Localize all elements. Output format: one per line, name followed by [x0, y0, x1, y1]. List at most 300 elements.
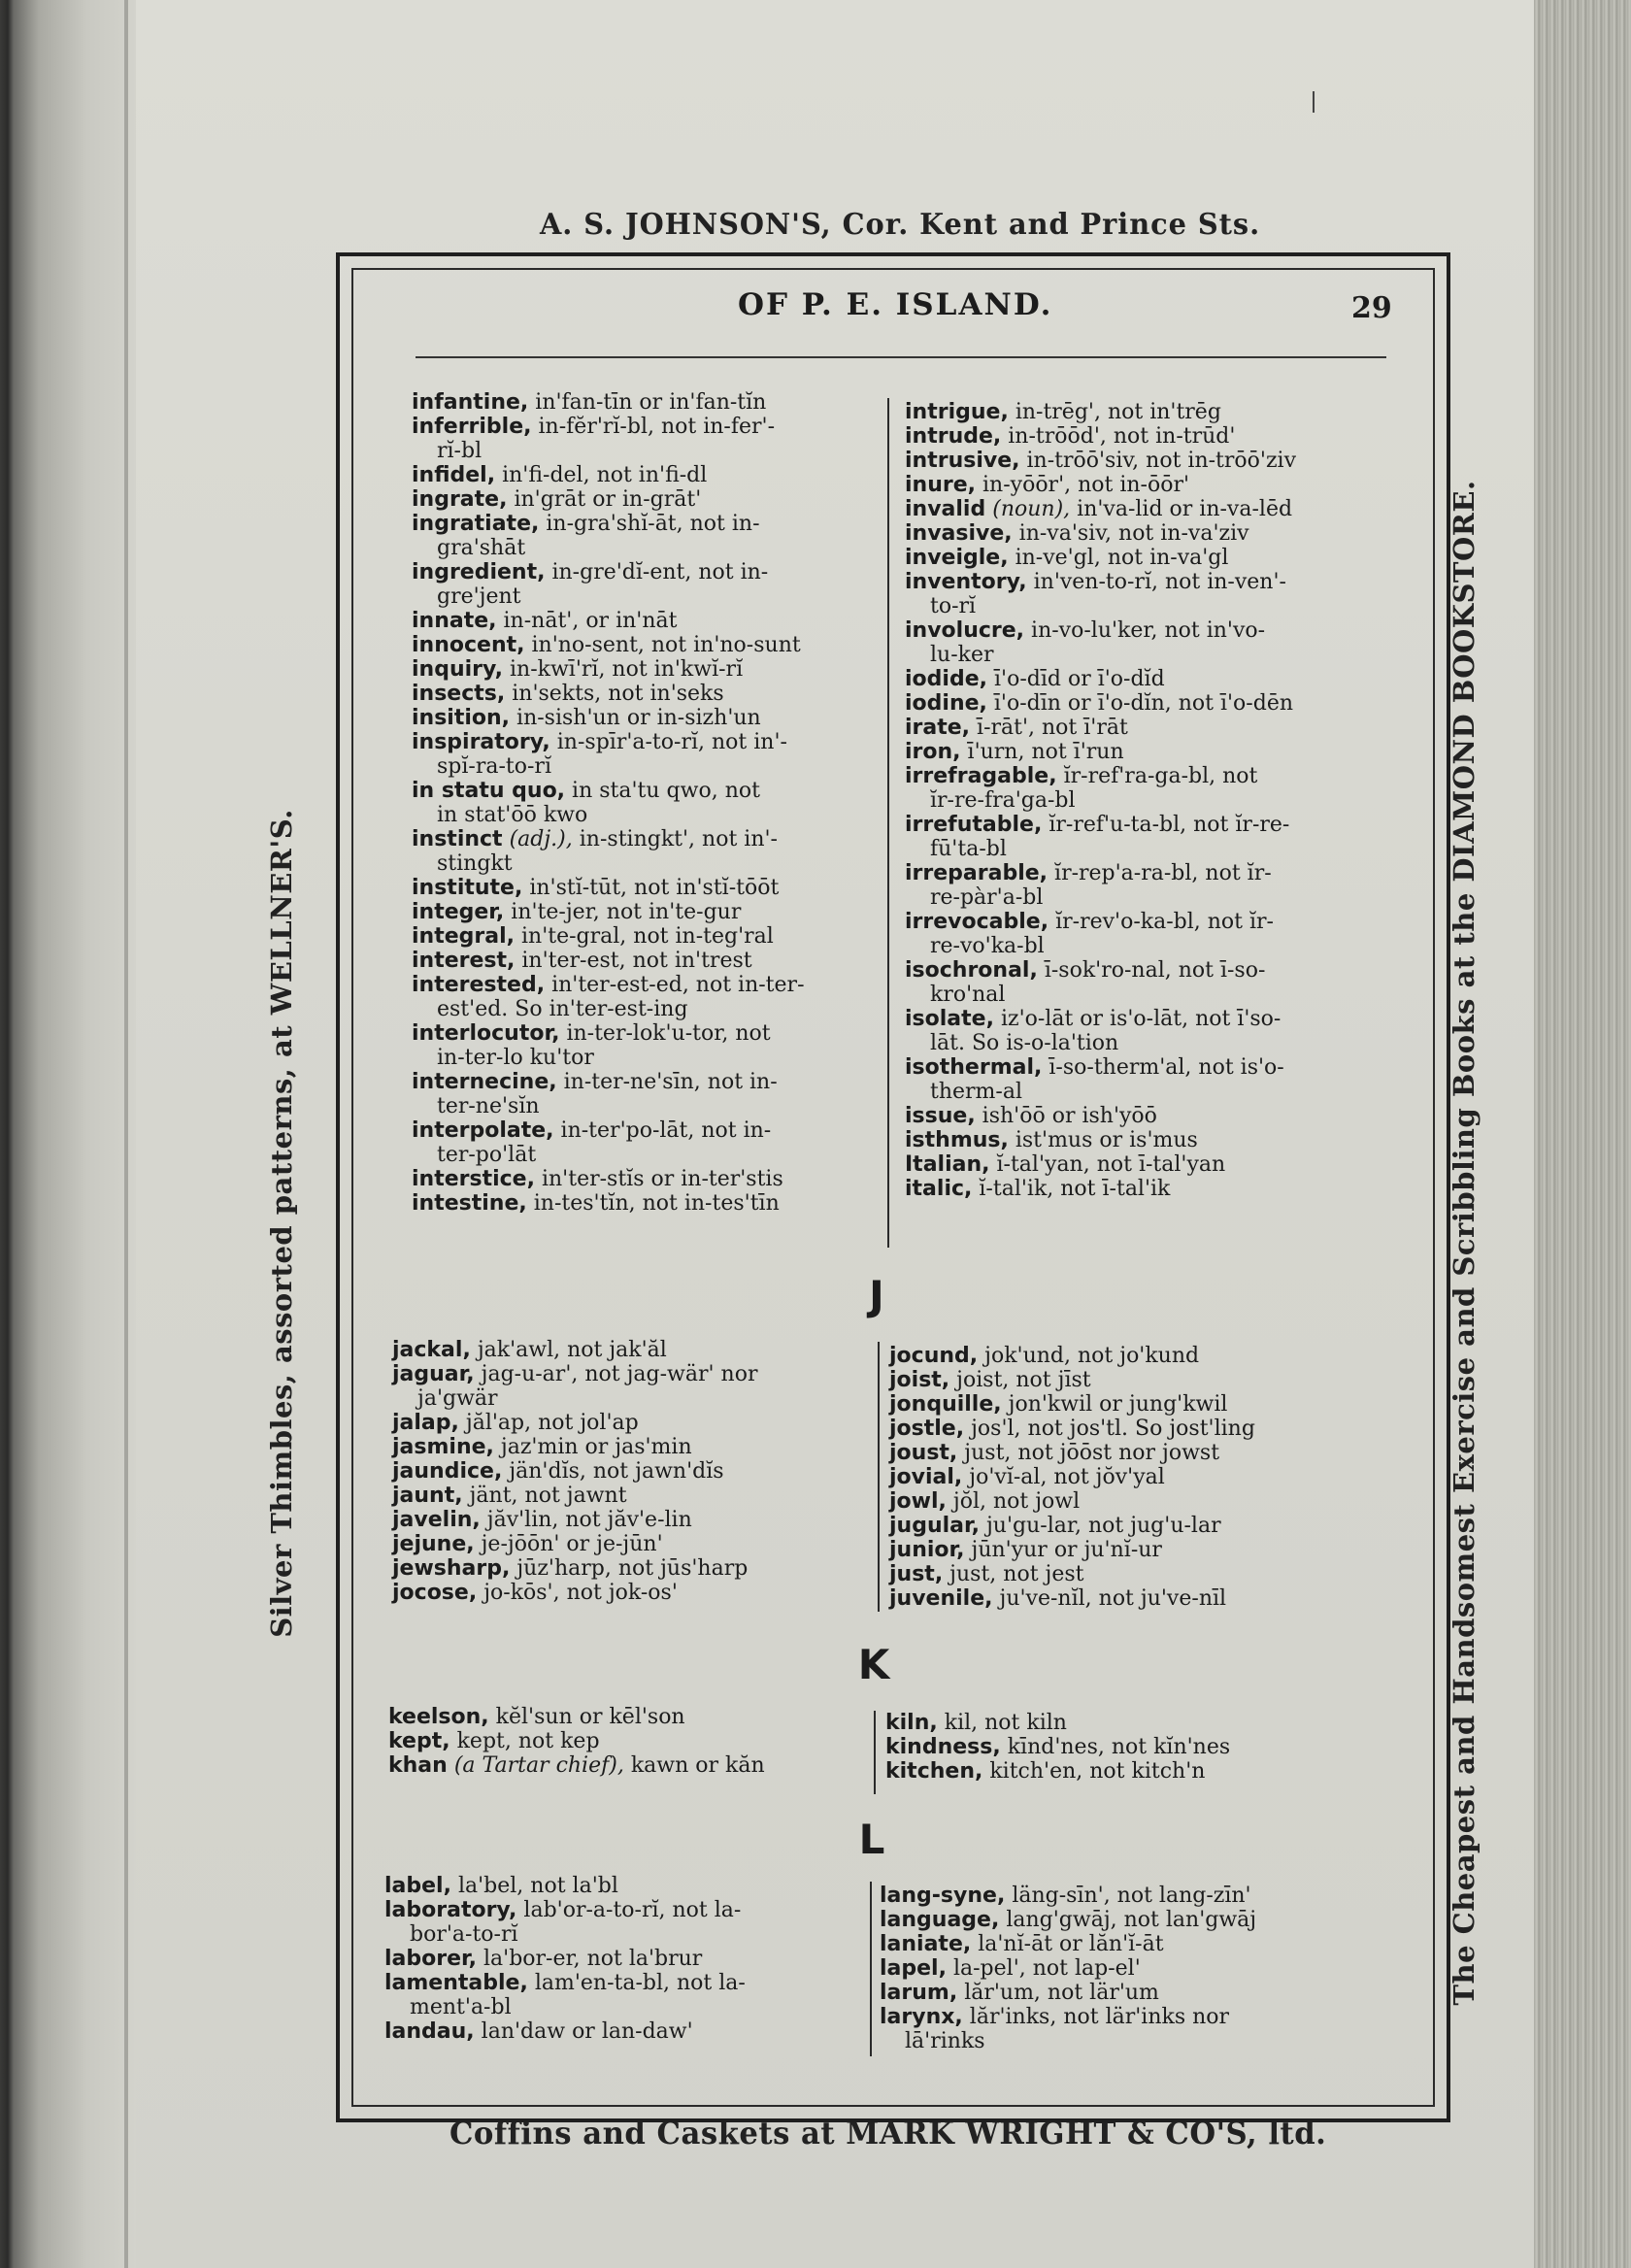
entry-pronunciation: ī'urn, not ī'run — [967, 740, 1124, 764]
entry-pronunciation: la'bor-er, not la'brur — [483, 1947, 703, 1971]
dictionary-entry — [905, 473, 1381, 497]
entry-pronunciation: in'grāt or in-grāt' — [514, 487, 702, 512]
entry-pronunciation: ish'ōō or ish'yōō — [982, 1104, 1157, 1128]
entry-headword: institute, — [412, 876, 523, 900]
entry-headword: javelin, — [392, 1508, 481, 1532]
entry-pronunciation: ī'o-dīn or ī'o-dĭn, not ī'o-dēn — [993, 691, 1294, 716]
entry-pronunciation: in-trōōd', not in-trūd' — [1008, 424, 1236, 449]
entry-headword: italic, — [905, 1177, 973, 1201]
dictionary-entry — [412, 682, 887, 706]
dictionary-entry — [392, 1435, 878, 1459]
entry-continuation: in-ter-lo ku'tor — [437, 1046, 594, 1070]
entry-headword: irrefutable, — [905, 813, 1043, 837]
dictionary-entry — [392, 1459, 878, 1484]
entry-gloss: (noun), — [992, 497, 1071, 521]
entry-pronunciation: jŏl, not jowl — [952, 1489, 1081, 1514]
entry-headword: lamentable, — [384, 1971, 528, 1995]
entry-headword: jovial, — [889, 1465, 963, 1489]
entry-headword: jostle, — [889, 1417, 965, 1441]
entry-headword: internecine, — [412, 1070, 557, 1094]
entry-pronunciation: jos'l, not jos'tl. So jost'ling — [971, 1417, 1255, 1441]
dictionary-entry — [392, 1411, 878, 1435]
entry-pronunciation: lan'daw or lan-daw' — [481, 2019, 693, 2044]
entry-headword: laniate, — [880, 1932, 972, 1956]
entry-continuation: lu-ker — [930, 643, 994, 667]
dictionary-entry — [889, 1344, 1365, 1368]
entry-pronunciation: jăl'ap, not jol'ap — [465, 1411, 639, 1435]
section-i-left-column — [412, 390, 887, 1216]
dictionary-entry — [412, 1021, 887, 1070]
dictionary-entry — [889, 1465, 1365, 1489]
entry-pronunciation: in-nāt', or in'nāt — [503, 609, 678, 633]
entry-pronunciation: jok'und, not jo'kund — [984, 1344, 1200, 1368]
entry-headword: irrevocable, — [905, 910, 1049, 934]
entry-headword: laborer, — [384, 1947, 477, 1971]
entry-pronunciation: in-fĕr'rĭ-bl, not in-fer'- — [538, 415, 776, 439]
entry-pronunciation: jūn'yur or ju'nĭ-ur — [971, 1538, 1162, 1562]
entry-headword: jasmine, — [392, 1435, 494, 1459]
entry-headword: integer, — [412, 900, 505, 924]
dictionary-entry — [880, 2005, 1365, 2053]
entry-continuation: kro'nal — [930, 983, 1006, 1007]
dictionary-entry — [412, 609, 887, 633]
entry-headword: interstice, — [412, 1167, 535, 1191]
entry-continuation: re-pàr'a-bl — [930, 885, 1044, 910]
dictionary-entry — [905, 740, 1381, 764]
left-side-advertisement: Silver Thimbles, assorted patterns, at WELLNER'S. — [265, 809, 298, 1638]
entry-continuation: ter-ne'sĭn — [437, 1094, 540, 1118]
entry-pronunciation: lang'gwāj, not lan'gwāj — [1006, 1908, 1257, 1932]
entry-headword: jejune, — [392, 1532, 475, 1556]
dictionary-entry — [388, 1729, 874, 1753]
entry-headword: jaundice, — [392, 1459, 503, 1484]
dictionary-entry — [384, 1971, 870, 2019]
entry-headword: larum, — [880, 1981, 958, 2005]
entry-pronunciation: ĭ-tal'ik, not ī-tal'ik — [979, 1177, 1171, 1201]
entry-pronunciation: ī-so-therm'al, not is'o- — [1048, 1055, 1284, 1080]
entry-gloss: (adj.), — [509, 827, 573, 851]
entry-pronunciation: in-gra'shĭ-āt, not in- — [546, 512, 760, 536]
entry-pronunciation: la'bel, not la'bl — [457, 1874, 618, 1898]
entry-pronunciation: in'fan-tīn or in'fan-tĭn — [535, 390, 767, 415]
dictionary-entry — [905, 861, 1381, 910]
entry-pronunciation: kĕl'sun or kēl'son — [495, 1705, 685, 1729]
dictionary-entry — [905, 910, 1381, 958]
entry-headword: jaguar, — [392, 1362, 475, 1386]
gutter-line — [124, 0, 128, 2268]
dictionary-entry — [412, 827, 887, 876]
entry-pronunciation: ju've-nĭl, not ju've-nīl — [999, 1586, 1227, 1611]
entry-headword: isthmus, — [905, 1128, 1009, 1152]
dictionary-entry — [384, 2019, 870, 2044]
entry-headword: isolate, — [905, 1007, 994, 1031]
entry-pronunciation: in-sish'un or in-sizh'un — [516, 706, 761, 730]
entry-pronunciation: la'nĭ-āt or lăn'ĭ-āt — [978, 1932, 1164, 1956]
dictionary-entry — [889, 1562, 1365, 1586]
entry-pronunciation: je-jōōn' or je-jūn' — [481, 1532, 663, 1556]
entry-headword: intrigue, — [905, 400, 1009, 424]
entry-pronunciation: in'ter-stĭs or in-ter'stis — [541, 1167, 783, 1191]
entry-headword: lang-syne, — [880, 1884, 1006, 1908]
dictionary-entry — [905, 691, 1381, 716]
dictionary-entry — [392, 1532, 878, 1556]
dictionary-entry — [880, 1884, 1365, 1908]
dictionary-entry — [412, 415, 887, 463]
dictionary-entry — [905, 716, 1381, 740]
entry-pronunciation: joist, not jīst — [956, 1368, 1091, 1392]
dictionary-entry — [905, 958, 1381, 1007]
dictionary-entry — [905, 1055, 1381, 1104]
entry-pronunciation: ĭr-rev'o-ka-bl, not ĭr- — [1055, 910, 1274, 934]
entry-gloss: (a Tartar chief), — [453, 1753, 624, 1778]
section-k-left-column — [388, 1705, 874, 1778]
entry-headword: isothermal, — [905, 1055, 1043, 1080]
entry-pronunciation: in-ve'gl, not in-va'gl — [1015, 546, 1229, 570]
entry-pronunciation: in'stĭ-tūt, not in'stĭ-tōōt — [529, 876, 780, 900]
entry-headword: kept, — [388, 1729, 450, 1753]
section-k-right-column — [885, 1711, 1361, 1784]
entry-headword: just, — [889, 1562, 944, 1586]
entry-pronunciation: in'te-jer, not in'te-gur — [511, 900, 742, 924]
entry-pronunciation: in-ter'po-lāt, not in- — [560, 1118, 772, 1143]
dictionary-entry — [412, 949, 887, 973]
entry-headword: intestine, — [412, 1191, 527, 1216]
dictionary-entry — [412, 1191, 887, 1216]
entry-pronunciation: jaz'min or jas'min — [500, 1435, 692, 1459]
page-edges — [1534, 0, 1631, 2268]
entry-headword: inquiry, — [412, 657, 503, 682]
entry-headword: involucre, — [905, 618, 1025, 643]
entry-pronunciation: ĭr-rep'a-ra-bl, not ĭr- — [1054, 861, 1272, 885]
letter-heading-k: K — [857, 1641, 890, 1688]
entry-headword: interested, — [412, 973, 546, 997]
dictionary-entry — [412, 924, 887, 949]
entry-pronunciation: jag-u-ar', not jag-wär' nor — [481, 1362, 758, 1386]
entry-pronunciation: ī'o-dīd or ī'o-dĭd — [993, 667, 1165, 691]
dictionary-entry — [905, 1007, 1381, 1055]
entry-pronunciation: jon'kwil or jung'kwil — [1008, 1392, 1228, 1417]
dictionary-entry — [412, 706, 887, 730]
book-spine — [0, 0, 136, 2268]
dictionary-entry — [412, 512, 887, 560]
entry-pronunciation: in-vo-lu'ker, not in'vo- — [1031, 618, 1266, 643]
dictionary-entry — [889, 1368, 1365, 1392]
entry-pronunciation: in-kwī'rĭ, not in'kwĭ-rĭ — [510, 657, 744, 682]
entry-pronunciation: lab'or-a-to-rĭ, not la- — [523, 1898, 742, 1922]
dictionary-entry — [384, 1898, 870, 1947]
entry-continuation: stingkt — [437, 851, 513, 876]
entry-headword: iodide, — [905, 667, 987, 691]
entry-headword: interpolate, — [412, 1118, 554, 1143]
entry-continuation: ĭr-re-fra'ga-bl — [930, 788, 1076, 813]
entry-pronunciation: in sta'tu qwo, not — [572, 779, 760, 803]
entry-pronunciation: jänt, not jawnt — [469, 1484, 627, 1508]
entry-pronunciation: jăv'lin, not jăv'e-lin — [486, 1508, 692, 1532]
entry-headword: inveigle, — [905, 546, 1009, 570]
dictionary-entry — [412, 560, 887, 609]
dictionary-entry — [905, 570, 1381, 618]
dictionary-entry — [392, 1362, 878, 1411]
entry-pronunciation: lam'en-ta-bl, not la- — [534, 1971, 746, 1995]
entry-headword: innate, — [412, 609, 497, 633]
entry-headword: landau, — [384, 2019, 475, 2044]
entry-pronunciation: ist'mus or is'mus — [1015, 1128, 1198, 1152]
dictionary-entry — [388, 1705, 874, 1729]
dictionary-entry — [392, 1484, 878, 1508]
entry-headword: kitchen, — [885, 1759, 983, 1784]
dictionary-entry — [905, 1177, 1381, 1201]
dictionary-entry — [392, 1556, 878, 1581]
entry-pronunciation: in-trēg', not in'trēg — [1015, 400, 1221, 424]
entry-continuation: fū'ta-bl — [930, 837, 1007, 861]
dictionary-entry — [412, 900, 887, 924]
entry-pronunciation: in-stingkt', not in'- — [579, 827, 778, 851]
dictionary-entry — [905, 546, 1381, 570]
dictionary-entry — [885, 1735, 1361, 1759]
entry-headword: invalid — [905, 497, 986, 521]
entry-pronunciation: ĭr-ref'u-ta-bl, not ĭr-re- — [1048, 813, 1290, 837]
entry-headword: inferrible, — [412, 415, 532, 439]
entry-pronunciation: in'ter-est, not in'trest — [521, 949, 752, 973]
entry-headword: jewsharp, — [392, 1556, 511, 1581]
dictionary-entry — [412, 1070, 887, 1118]
entry-headword: inure, — [905, 473, 976, 497]
dictionary-entry — [905, 1128, 1381, 1152]
entry-headword: jocose, — [392, 1581, 478, 1605]
dictionary-entry — [905, 521, 1381, 546]
section-l-column-divider — [870, 1882, 872, 2056]
dictionary-entry — [412, 463, 887, 487]
dictionary-entry — [905, 449, 1381, 473]
entry-headword: jugular, — [889, 1514, 980, 1538]
entry-pronunciation: just, not jest — [949, 1562, 1084, 1586]
dictionary-entry — [412, 730, 887, 779]
dictionary-entry — [392, 1338, 878, 1362]
running-head: OF P. E. ISLAND. — [738, 287, 1053, 322]
dictionary-entry — [412, 779, 887, 827]
entry-headword: jaunt, — [392, 1484, 463, 1508]
bottom-advertisement: Coffins and Caskets at MARK WRIGHT & CO'S, ltd. — [449, 2115, 1327, 2151]
dictionary-entry — [905, 667, 1381, 691]
dictionary-entry — [412, 390, 887, 415]
entry-headword: language, — [880, 1908, 1000, 1932]
entry-headword: Italian, — [905, 1152, 990, 1177]
dictionary-entry — [412, 1167, 887, 1191]
entry-headword: ingratiate, — [412, 512, 540, 536]
entry-headword: junior, — [889, 1538, 965, 1562]
entry-continuation: ter-po'lāt — [437, 1143, 537, 1167]
entry-headword: khan — [388, 1753, 448, 1778]
entry-continuation: ment'a-bl — [410, 1995, 512, 2019]
entry-headword: issue, — [905, 1104, 976, 1128]
entry-continuation: bor'a-to-rĭ — [410, 1922, 518, 1947]
entry-headword: infantine, — [412, 390, 529, 415]
entry-continuation: ja'gwär — [417, 1386, 498, 1411]
entry-headword: label, — [384, 1874, 451, 1898]
entry-headword: irrefragable, — [905, 764, 1057, 788]
entry-headword: jocund, — [889, 1344, 979, 1368]
entry-pronunciation: jak'awl, not jak'ăl — [477, 1338, 667, 1362]
entry-headword: keelson, — [388, 1705, 489, 1729]
entry-headword: ingrate, — [412, 487, 508, 512]
dictionary-entry — [905, 1152, 1381, 1177]
entry-pronunciation: in'te-gral, not in-teg'ral — [520, 924, 774, 949]
entry-continuation: to-rĭ — [930, 594, 977, 618]
entry-headword: in statu quo, — [412, 779, 566, 803]
entry-headword: kiln, — [885, 1711, 938, 1735]
entry-pronunciation: in-ter-lok'u-tor, not — [566, 1021, 771, 1046]
dictionary-entry — [384, 1947, 870, 1971]
entry-headword: intrusive, — [905, 449, 1020, 473]
entry-pronunciation: in'ter-est-ed, not in-ter- — [551, 973, 805, 997]
entry-pronunciation: just, not jōōst nor jowst — [964, 1441, 1220, 1465]
entry-headword: inspiratory, — [412, 730, 550, 754]
entry-pronunciation: in'fi-del, not in'fi-dl — [502, 463, 708, 487]
entry-pronunciation: ī-sok'ro-nal, not ī-so- — [1044, 958, 1266, 983]
entry-pronunciation: kil, not kiln — [944, 1711, 1067, 1735]
entry-pronunciation: in'ven-to-rĭ, not in-ven'- — [1033, 570, 1286, 594]
section-l-right-column — [880, 1884, 1365, 2053]
entry-continuation: lāt. So is-o-la'tion — [930, 1031, 1119, 1055]
dictionary-entry — [412, 487, 887, 512]
dictionary-entry — [412, 1118, 887, 1167]
entry-headword: larynx, — [880, 2005, 963, 2029]
entry-pronunciation: jo-kōs', not jok-os' — [483, 1581, 678, 1605]
entry-pronunciation: kitch'en, not kitch'n — [989, 1759, 1206, 1784]
dictionary-entry — [880, 1956, 1365, 1981]
right-side-advertisement: The Cheapest and Handsomest Exercise and Scribbling Books at the DIAMOND BOOKSTORE. — [1448, 480, 1481, 2006]
entry-continuation: therm-al — [930, 1080, 1022, 1104]
entry-headword: joist, — [889, 1368, 950, 1392]
dictionary-entry — [889, 1489, 1365, 1514]
entry-pronunciation: in-gre'dĭ-ent, not in- — [551, 560, 769, 584]
dictionary-entry — [905, 497, 1381, 521]
entry-headword: interlocutor, — [412, 1021, 560, 1046]
entry-pronunciation: in'no-sent, not in'no-sunt — [531, 633, 801, 657]
letter-heading-j: J — [869, 1272, 884, 1319]
entry-headword: isochronal, — [905, 958, 1038, 983]
entry-pronunciation: iz'o-lāt or is'o-lāt, not ī'so- — [1000, 1007, 1282, 1031]
entry-continuation: in stat'ōō kwo — [437, 803, 588, 827]
entry-headword: kindness, — [885, 1735, 1001, 1759]
dictionary-entry — [880, 1932, 1365, 1956]
section-l-left-column — [384, 1874, 870, 2044]
section-j-left-column — [392, 1338, 878, 1605]
entry-pronunciation: in-ter-ne'sīn, not in- — [563, 1070, 778, 1094]
dictionary-entry — [905, 813, 1381, 861]
letter-heading-l: L — [858, 1816, 885, 1863]
entry-continuation: gre'jent — [437, 584, 521, 609]
entry-pronunciation: ĭ-tal'yan, not ī-tal'yan — [996, 1152, 1226, 1177]
dictionary-entry — [885, 1711, 1361, 1735]
dictionary-entry — [392, 1508, 878, 1532]
entry-headword: integral, — [412, 924, 515, 949]
dictionary-entry — [388, 1753, 874, 1778]
page-number: 29 — [1351, 291, 1392, 325]
entry-pronunciation: lăr'um, not lär'um — [964, 1981, 1159, 2005]
section-j-right-column — [889, 1344, 1365, 1611]
entry-continuation: est'ed. So in'ter-est-ing — [437, 997, 688, 1021]
dictionary-entry — [885, 1759, 1361, 1784]
entry-continuation: spĭ-ra-to-rĭ — [437, 754, 551, 779]
dictionary-entry — [905, 764, 1381, 813]
entry-headword: insects, — [412, 682, 506, 706]
entry-pronunciation: ju'gu-lar, not jug'u-lar — [985, 1514, 1221, 1538]
entry-pronunciation: in-trōō'siv, not in-trōō'ziv — [1026, 449, 1297, 473]
top-advertisement: A. S. JOHNSON'S, Cor. Kent and Prince Sts. — [540, 208, 1261, 242]
entry-headword: invasive, — [905, 521, 1013, 546]
entry-pronunciation: in'sekts, not in'seks — [512, 682, 724, 706]
entry-headword: jowl, — [889, 1489, 947, 1514]
dictionary-entry — [880, 1981, 1365, 2005]
entry-pronunciation: kīnd'nes, not kĭn'nes — [1007, 1735, 1231, 1759]
entry-pronunciation: la-pel', not lap-el' — [952, 1956, 1141, 1981]
dictionary-entry — [889, 1417, 1365, 1441]
dictionary-entry — [392, 1581, 878, 1605]
section-i-column-divider — [887, 398, 889, 1248]
entry-headword: ingredient, — [412, 560, 546, 584]
dictionary-entry — [889, 1586, 1365, 1611]
entry-headword: intrude, — [905, 424, 1002, 449]
entry-headword: iron, — [905, 740, 961, 764]
entry-pronunciation: in-yōōr', not in-ōōr' — [982, 473, 1190, 497]
entry-headword: iodine, — [905, 691, 987, 716]
entry-headword: insition, — [412, 706, 511, 730]
entry-pronunciation: jän'dĭs, not jawn'dĭs — [509, 1459, 724, 1484]
page-mark — [1313, 91, 1315, 113]
entry-headword: instinct — [412, 827, 503, 851]
dictionary-entry — [905, 424, 1381, 449]
dictionary-entry — [889, 1392, 1365, 1417]
dictionary-entry — [905, 1104, 1381, 1128]
dictionary-entry — [412, 657, 887, 682]
section-k-column-divider — [874, 1711, 876, 1794]
section-j-column-divider — [878, 1342, 880, 1612]
entry-continuation: gra'shāt — [437, 536, 526, 560]
entry-headword: jackal, — [392, 1338, 471, 1362]
dictionary-entry — [905, 618, 1381, 667]
entry-headword: laboratory, — [384, 1898, 517, 1922]
entry-headword: jonquille, — [889, 1392, 1002, 1417]
entry-pronunciation: kawn or kăn — [630, 1753, 765, 1778]
dictionary-entry — [384, 1874, 870, 1898]
dictionary-entry — [412, 973, 887, 1021]
entry-headword: interest, — [412, 949, 516, 973]
section-i-right-column — [905, 400, 1381, 1201]
entry-pronunciation: in-tes'tĭn, not in-tes'tīn — [533, 1191, 780, 1216]
entry-pronunciation: kept, not kep — [456, 1729, 600, 1753]
entry-pronunciation: in-spīr'a-to-rĭ, not in'- — [556, 730, 787, 754]
dictionary-entry — [905, 400, 1381, 424]
entry-continuation: lā'rinks — [905, 2029, 985, 2053]
entry-pronunciation: jūz'harp, not jūs'harp — [516, 1556, 749, 1581]
entry-pronunciation: in-va'siv, not in-va'ziv — [1018, 521, 1249, 546]
entry-headword: inventory, — [905, 570, 1027, 594]
dictionary-entry — [412, 633, 887, 657]
dictionary-entry — [880, 1908, 1365, 1932]
dictionary-entry — [889, 1538, 1365, 1562]
entry-pronunciation: lăr'inks, not lär'inks nor — [969, 2005, 1230, 2029]
entry-headword: jalap, — [392, 1411, 459, 1435]
entry-headword: infidel, — [412, 463, 496, 487]
entry-pronunciation: jo'vĭ-al, not jŏv'yal — [969, 1465, 1165, 1489]
entry-headword: irate, — [905, 716, 971, 740]
entry-headword: lapel, — [880, 1956, 947, 1981]
entry-pronunciation: ĭr-ref'ra-ga-bl, not — [1063, 764, 1258, 788]
header-rule — [416, 356, 1386, 358]
dictionary-entry — [412, 876, 887, 900]
entry-pronunciation: in'va-lid or in-va-lēd — [1077, 497, 1293, 521]
